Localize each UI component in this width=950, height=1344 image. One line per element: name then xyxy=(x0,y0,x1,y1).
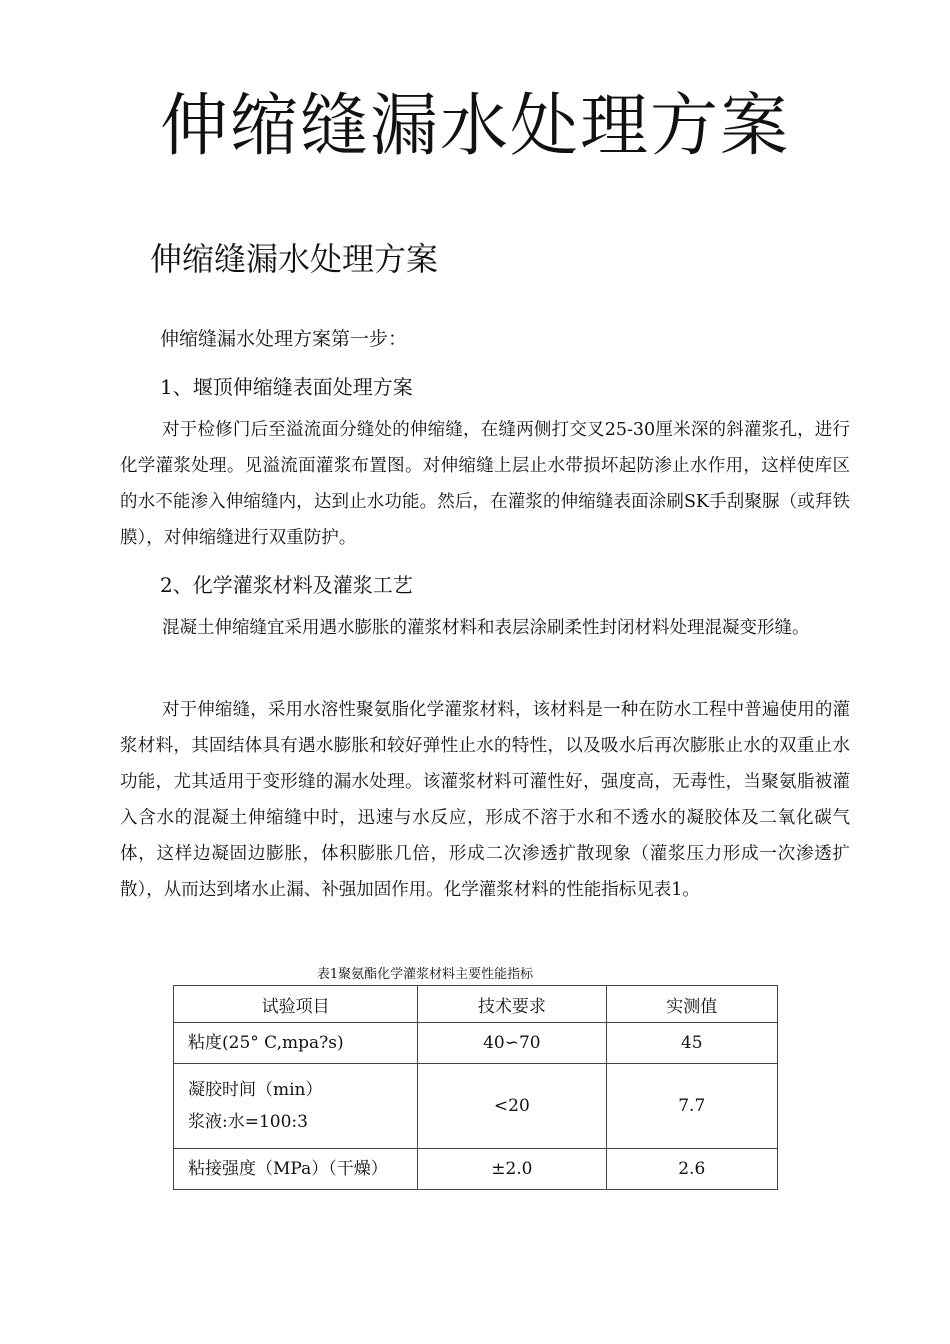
table-row xyxy=(174,1023,778,1064)
row-item-line: 粘接强度（MPa）（干燥） xyxy=(188,1159,388,1179)
main-title: 伸缩缝漏水处理方案 xyxy=(159,87,790,166)
row-item xyxy=(174,1064,418,1149)
table-row xyxy=(174,1064,778,1149)
row-requirement: 40∽70 xyxy=(418,1023,606,1064)
section-2-paragraph-1: 混凝土伸缩缝宜采用遇水膨胀的灌浆材料和表层涂刷柔性封闭材料处理混凝变形缝。 xyxy=(162,618,810,638)
sub-title: 伸缩缝漏水处理方案 xyxy=(150,240,439,278)
row-measured: 7.7 xyxy=(606,1064,778,1149)
table-row xyxy=(174,1149,778,1190)
row-requirement: ±2.0 xyxy=(418,1149,606,1190)
row-measured: 45 xyxy=(606,1023,778,1064)
section-2-paragraph-2: 对于伸缩缝，采用水溶性聚氨脂化学灌浆材料，该材料是一种在防水工程中普遍使用的灌浆材料，其固结体具有遇水膨胀和较好弹性止水的特性，以及吸水后再次膨胀止水的双重止水功能，尤其适用于变形缝的漏水处理。该灌浆材料可灌性好，强度高，无毒性，当聚氨脂被灌入含水的混凝土伸缩缝中时，迅速与水反应，形成不溶于水和不透水的凝胶体及二氧化碳气体，这样边凝固边膨胀，体积膨胀几倍，形成二次渗透扩散现象（灌浆压力形成一次渗透扩散），从而达到堵水止漏、补强加固作用。化学灌浆材料的性能指标见表1。 xyxy=(120,700,850,900)
row-item xyxy=(174,1149,418,1190)
row-item-line: 粘度(25° C,mpa?s) xyxy=(188,1033,344,1053)
row-item-line: 浆液:水=100:3 xyxy=(188,1112,308,1132)
row-measured: 2.6 xyxy=(606,1149,778,1190)
performance-table xyxy=(173,985,778,1190)
header-requirement: 技术要求 xyxy=(418,986,606,1023)
section-1-paragraph: 对于检修门后至溢流面分缝处的伸缩缝，在缝两侧打交叉25-30厘米深的斜灌浆孔，进行化学灌浆处理。见溢流面灌浆布置图。对伸缩缝上层止水带损坏起防渗止水作用，这样使库区的水不能渗入伸缩缝内，达到止水功能。然后，在灌浆的伸缩缝表面涂刷SK手刮聚脲（或拜铁膜），对伸缩缝进行双重防护。 xyxy=(120,420,850,548)
table-caption: 表1聚氨酯化学灌浆材料主要性能指标 xyxy=(316,967,534,982)
table-header-row xyxy=(174,986,778,1023)
header-measured: 实测值 xyxy=(606,986,778,1023)
header-test-item: 试验项目 xyxy=(174,986,418,1023)
section-2-heading: 2、化学灌浆材料及灌浆工艺 xyxy=(160,573,413,597)
section-1-heading: 1、堰顶伸缩缝表面处理方案 xyxy=(160,375,413,399)
row-item-line: 凝胶时间（min） xyxy=(188,1080,323,1100)
row-requirement: <20 xyxy=(418,1064,606,1149)
row-item xyxy=(174,1023,418,1064)
step-line: 伸缩缝漏水处理方案第一步： xyxy=(160,328,408,350)
